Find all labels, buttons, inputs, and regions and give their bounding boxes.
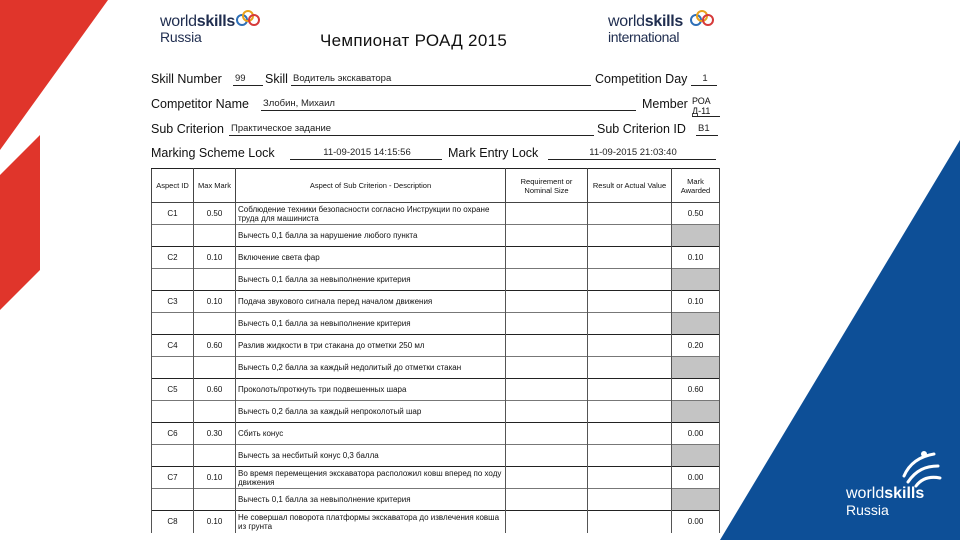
max-mark-cell: [194, 357, 236, 379]
requirement-cell: [506, 335, 588, 357]
requirement-cell: [506, 313, 588, 335]
requirement-cell: [506, 269, 588, 291]
max-mark-cell: 0.50: [194, 203, 236, 225]
skill-value: Водитель экскаватора: [291, 73, 591, 86]
result-cell: [588, 467, 672, 489]
mark-awarded-cell: [672, 313, 720, 335]
aspect-row: [152, 379, 720, 401]
result-cell: [588, 379, 672, 401]
deduction-row: [152, 225, 720, 247]
deduction-row: [152, 313, 720, 335]
max-mark-cell: [194, 401, 236, 423]
mark-awarded-cell: 0.00: [672, 511, 720, 533]
requirement-cell: [506, 357, 588, 379]
aspect-row: [152, 203, 720, 225]
mark-awarded-cell: 0.50: [672, 203, 720, 225]
marking-scheme-document: [148, 0, 720, 540]
max-mark-cell: 0.10: [194, 291, 236, 313]
mark-awarded-cell: 0.20: [672, 335, 720, 357]
mark-awarded-cell: 0.00: [672, 467, 720, 489]
skill-number-value: 99: [233, 73, 263, 86]
result-cell: [588, 489, 672, 511]
deduction-row: [152, 445, 720, 467]
header-requirement: Requirement or Nominal Size: [506, 169, 588, 203]
sub-criterion-id-label: Sub Criterion ID: [597, 122, 686, 136]
sub-criterion-value: Практическое задание: [229, 123, 594, 136]
aspect-id-cell: [152, 489, 194, 511]
mark-awarded-cell: [672, 225, 720, 247]
worldskills-russia-logo: worldskills Russia: [160, 14, 235, 44]
aspect-id-cell: C3: [152, 291, 194, 313]
description-cell: Вычесть 0,1 балла за нарушение любого пункта: [236, 225, 506, 247]
requirement-cell: [506, 489, 588, 511]
mark-awarded-cell: [672, 445, 720, 467]
result-cell: [588, 313, 672, 335]
result-cell: [588, 247, 672, 269]
header-awarded: Mark Awarded: [672, 169, 720, 203]
sub-criterion-id-value: B1: [696, 123, 718, 136]
aspect-id-cell: C4: [152, 335, 194, 357]
mark-awarded-cell: [672, 489, 720, 511]
logo-world-text: world: [846, 485, 885, 502]
description-cell: Соблюдение техники безопасности согласно Инструкции по охране труда для машиниста: [236, 203, 506, 225]
aspect-row: [152, 247, 720, 269]
mark-awarded-cell: 0.10: [672, 291, 720, 313]
mark-awarded-cell: [672, 269, 720, 291]
mark-awarded-cell: 0.10: [672, 247, 720, 269]
requirement-cell: [506, 445, 588, 467]
competitor-name-label: Competitor Name: [151, 97, 249, 111]
max-mark-cell: [194, 313, 236, 335]
mark-entry-lock-label: Mark Entry Lock: [448, 146, 539, 160]
requirement-cell: [506, 467, 588, 489]
max-mark-cell: 0.30: [194, 423, 236, 445]
requirement-cell: [506, 511, 588, 533]
aspect-id-cell: [152, 445, 194, 467]
red-stripe-left: [0, 0, 108, 150]
aspect-id-cell: C6: [152, 423, 194, 445]
requirement-cell: [506, 379, 588, 401]
requirement-cell: [506, 225, 588, 247]
competition-day-label: Competition Day: [595, 72, 688, 86]
competitor-name-value: Злобин, Михаил: [261, 98, 636, 111]
description-cell: Вычесть 0,2 балла за каждый непроколотый шар: [236, 401, 506, 423]
result-cell: [588, 511, 672, 533]
description-cell: Вычесть 0,1 балла за невыполнение критерия: [236, 313, 506, 335]
description-cell: Вычесть за несбитый конус 0,3 балла: [236, 445, 506, 467]
description-cell: Сбить конус: [236, 423, 506, 445]
skill-number-label: Skill Number: [151, 72, 222, 86]
result-cell: [588, 269, 672, 291]
aspect-row: [152, 335, 720, 357]
logo-skills-text: skills: [884, 485, 925, 502]
description-cell: Во время перемещения экскаватора расположил ковш вперед по ходу движения: [236, 467, 506, 489]
mark-awarded-cell: [672, 401, 720, 423]
mark-awarded-cell: [672, 357, 720, 379]
result-cell: [588, 357, 672, 379]
max-mark-cell: [194, 225, 236, 247]
aspect-id-cell: [152, 225, 194, 247]
deduction-row: [152, 269, 720, 291]
description-cell: Включение света фар: [236, 247, 506, 269]
worldskills-international-logo: worldskills international: [608, 14, 683, 44]
aspect-row: [152, 291, 720, 313]
requirement-cell: [506, 247, 588, 269]
aspect-row: [152, 511, 720, 533]
max-mark-cell: [194, 445, 236, 467]
result-cell: [588, 335, 672, 357]
aspect-id-cell: C5: [152, 379, 194, 401]
result-cell: [588, 423, 672, 445]
table-body: [152, 203, 720, 533]
member-label: Member: [642, 97, 688, 111]
marking-scheme-lock-value: 11-09-2015 14:15:56: [290, 147, 442, 160]
aspect-id-cell: C2: [152, 247, 194, 269]
max-mark-cell: 0.10: [194, 467, 236, 489]
mark-entry-lock-value: 11-09-2015 21:03:40: [548, 147, 716, 160]
requirement-cell: [506, 423, 588, 445]
description-cell: Разлив жидкости в три стакана до отметки 250 мл: [236, 335, 506, 357]
requirement-cell: [506, 203, 588, 225]
header-aspect-id: Aspect ID: [152, 169, 194, 203]
max-mark-cell: 0.10: [194, 247, 236, 269]
mark-awarded-cell: 0.00: [672, 423, 720, 445]
aspect-id-cell: C1: [152, 203, 194, 225]
aspect-id-cell: [152, 313, 194, 335]
aspect-id-cell: C8: [152, 511, 194, 533]
logo-country-text: Russia: [846, 502, 889, 518]
result-cell: [588, 203, 672, 225]
max-mark-cell: 0.10: [194, 511, 236, 533]
description-cell: Не совершал поворота платформы экскаватора до извлечения ковша из грунта: [236, 511, 506, 533]
member-value: РОА Д-11: [692, 96, 720, 117]
max-mark-cell: 0.60: [194, 379, 236, 401]
worldskills-swirl-icon: [234, 8, 262, 28]
worldskills-figure-icon: [894, 448, 944, 488]
requirement-cell: [506, 401, 588, 423]
worldskills-swirl-icon: [688, 8, 716, 28]
marking-scheme-lock-label: Marking Scheme Lock: [151, 146, 275, 160]
max-mark-cell: [194, 269, 236, 291]
description-cell: Вычесть 0,2 балла за каждый недолитый до отметки стакан: [236, 357, 506, 379]
skill-label: Skill: [265, 72, 288, 86]
result-cell: [588, 225, 672, 247]
description-cell: Вычесть 0,1 балла за невыполнение критерия: [236, 269, 506, 291]
mark-awarded-cell: 0.60: [672, 379, 720, 401]
table-header-row: [152, 169, 720, 203]
document-title: Чемпионат РОАД 2015: [320, 31, 508, 50]
aspect-row: [152, 467, 720, 489]
marking-table: [151, 168, 720, 533]
aspect-id-cell: [152, 357, 194, 379]
deduction-row: [152, 401, 720, 423]
sub-criterion-label: Sub Criterion: [151, 122, 224, 136]
description-cell: Подача звукового сигнала перед началом движения: [236, 291, 506, 313]
deduction-row: [152, 357, 720, 379]
aspect-id-cell: C7: [152, 467, 194, 489]
max-mark-cell: 0.60: [194, 335, 236, 357]
deduction-row: [152, 489, 720, 511]
description-cell: Проколоть/проткнуть три подвешенных шара: [236, 379, 506, 401]
red-stripe-left-lower: [0, 135, 40, 310]
aspect-id-cell: [152, 401, 194, 423]
header-description: Aspect of Sub Criterion - Description: [236, 169, 506, 203]
result-cell: [588, 291, 672, 313]
result-cell: [588, 445, 672, 467]
aspect-id-cell: [152, 269, 194, 291]
max-mark-cell: [194, 489, 236, 511]
description-cell: Вычесть 0,1 балла за невыполнение критерия: [236, 489, 506, 511]
header-max-mark: Max Mark: [194, 169, 236, 203]
result-cell: [588, 401, 672, 423]
competition-day-value: 1: [691, 73, 717, 86]
header-result: Result or Actual Value: [588, 169, 672, 203]
requirement-cell: [506, 291, 588, 313]
aspect-row: [152, 423, 720, 445]
